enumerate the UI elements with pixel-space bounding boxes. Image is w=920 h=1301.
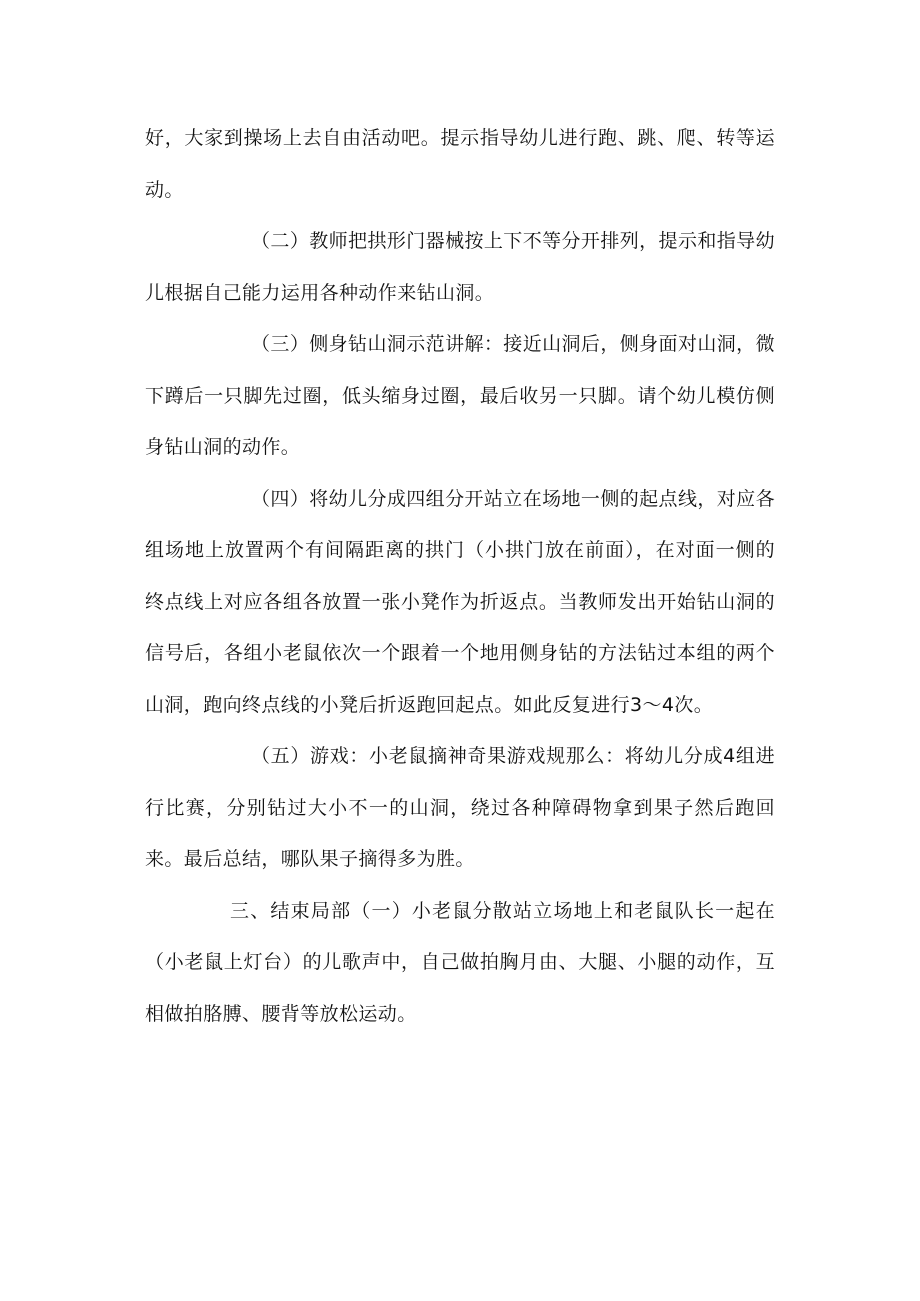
paragraph-4: （四）将幼儿分成四组分开站立在场地一侧的起点线，对应各组场地上放置两个有间隔距离的拱门（小拱门放在前面），在对面一侧的终点线上对应各组各放置一张小凳作为折返点。当教师发出开始钻山洞的信号后，各组小老鼠依次一个跟着一个地用侧身钻的方法钻过本组的两个山洞，跑向终点线的小凳后折返跑回起点。如此反复进行3〜4次。 [145,487,775,716]
paragraph-2: （二）教师把拱形门器械按上下不等分开排列，提示和指导幼儿根据自己能力运用各种动作来钻山洞。 [145,230,775,304]
document-page [145,113,775,1040]
paragraph-1: 好，大家到操场上去自由活动吧。提示指导幼儿进行跑、跳、爬、转等运动。 [145,127,775,201]
paragraph-5: （五）游戏：小老鼠摘神奇果游戏规那么：将幼儿分成4组进行比赛，分别钻过大小不一的山洞，绕过各种障碍物拿到果子然后跑回来。最后总结，哪队果子摘得多为胜。 [145,745,775,870]
paragraph-3: （三）侧身钻山洞示范讲解：接近山洞后，侧身面对山洞，微下蹲后一只脚先过圈，低头缩身过圈，最后收另一只脚。请个幼儿模仿侧身钻山洞的动作。 [145,333,775,458]
paragraph-6: 三、结束局部（一）小老鼠分散站立场地上和老鼠队长一起在（小老鼠上灯台）的儿歌声中，自己做拍胸月由、大腿、小腿的动作，互相做拍胳膊、腰背等放松运动。 [145,899,775,1025]
